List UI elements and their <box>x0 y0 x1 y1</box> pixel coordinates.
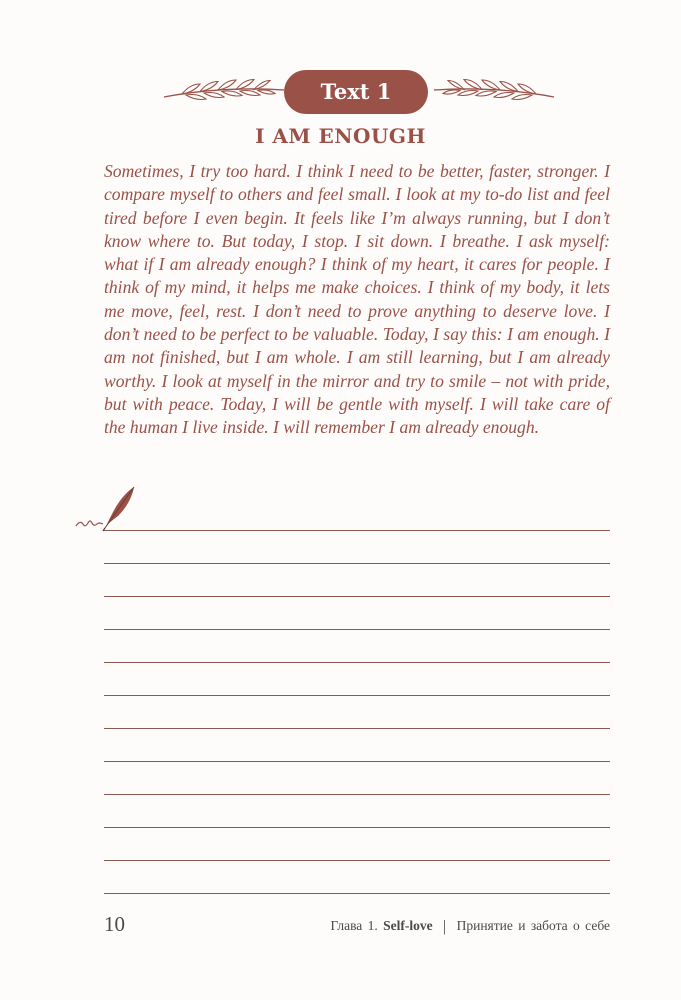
page-footer <box>104 912 610 940</box>
writing-line <box>104 563 610 564</box>
writing-line <box>104 695 610 696</box>
writing-line <box>104 761 610 762</box>
running-head <box>331 918 610 936</box>
writing-line <box>104 860 610 861</box>
writing-line <box>104 893 610 894</box>
text-header <box>0 70 681 114</box>
laurel-branch-icon <box>432 76 556 106</box>
writing-line <box>104 629 610 630</box>
reading-passage: Sometimes, I try too hard. I think I need to be better, faster, stronger. I compare myself to others and feel small. I look at my to-do list and feel tired before I even begin. It feels like I’m always running, but I don’t know where to. But today, I stop. I sit down. I breathe. I ask myself: what if I am already enough? I think of my heart, it cares for people. I think of my mind, it helps me make choices. I think of my body, it lets me move, feel, rest. I don’t need to prove anything to deserve love. I don’t need to be perfect to be valuable. Today, I say this: I am enough. I am not finished, but I am whole. I am still learning, but I am already worthy. I look at myself in the mirror and try to smile – not with pride, but with peace. Today, I will be gentle with myself. I will take care of the human I live inside. I will remember I am already enough. <box>104 161 610 438</box>
laurel-branch-icon <box>162 76 286 106</box>
chapter-title: Self-love <box>383 918 433 933</box>
text-number-badge: Text 1 <box>284 70 428 114</box>
writing-line <box>104 662 610 663</box>
running-head-separator: | <box>443 918 447 935</box>
writing-line <box>104 530 610 531</box>
writing-line <box>104 596 610 597</box>
writing-line <box>104 827 610 828</box>
section-title: Принятие и забота о себе <box>456 918 610 933</box>
writing-line <box>104 794 610 795</box>
page-title: I AM ENOUGH <box>255 124 426 148</box>
writing-line <box>104 728 610 729</box>
quill-pen-icon <box>74 484 140 534</box>
chapter-prefix: Глава 1. <box>330 918 378 933</box>
page-number: 10 <box>104 912 125 936</box>
